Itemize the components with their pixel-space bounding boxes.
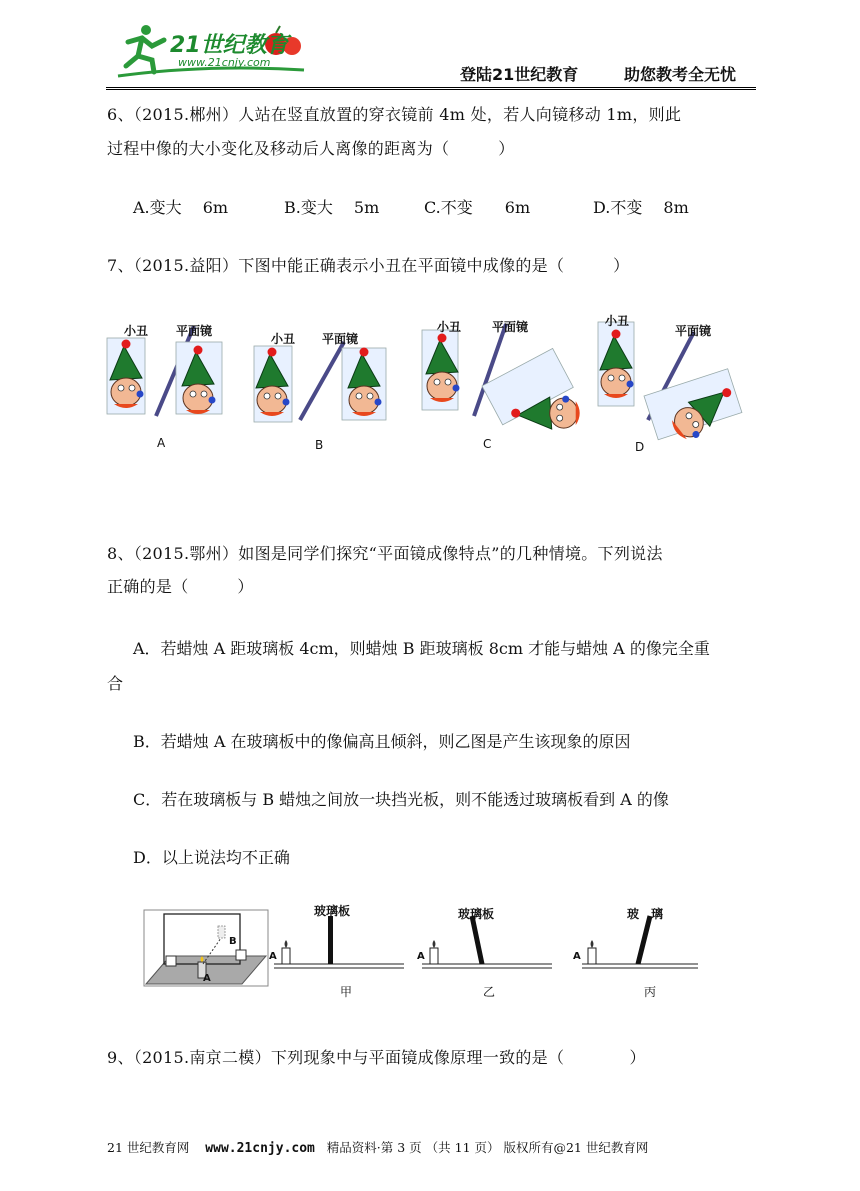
q8-panel-jia xyxy=(274,916,404,968)
footer-site-name: 21 世纪教育网 xyxy=(107,1140,190,1155)
q8-label-a-setup: A xyxy=(203,973,211,984)
footer-page-info: 精品资料·第 3 页 （共 11 页） 版权所有@21 世纪教育网 xyxy=(326,1140,649,1155)
q7-line1: 7、（2015.益阳）下图中能正确表示小丑在平面镜中成像的是（ ） xyxy=(107,256,630,275)
q8-panel2-glass-label: 玻璃板 xyxy=(458,907,495,921)
q7-panel-c xyxy=(422,324,594,458)
q6-line2: 过程中像的大小变化及移动后人离像的距离为（ ） xyxy=(107,139,515,158)
q8-option-c: C．若在玻璃板与 B 蜡烛之间放一块挡光板，则不能透过玻璃板看到 A 的像 xyxy=(133,790,669,809)
q8-caption-yi: 乙 xyxy=(483,985,496,999)
q7-mirror-label-a: 平面镜 xyxy=(176,324,213,338)
header-divider xyxy=(106,87,756,90)
q8-caption-bing: 丙 xyxy=(644,985,657,999)
q8-option-b: B．若蜡烛 A 在玻璃板中的像偏高且倾斜，则乙图是产生该现象的原因 xyxy=(133,732,631,751)
q8-option-d: D．以上说法均不正确 xyxy=(133,848,290,867)
q8-line2: 正确的是（ ） xyxy=(107,577,254,596)
q8-panel1-glass-label: 玻璃板 xyxy=(314,904,351,918)
logo-url: www.21cnjy.com xyxy=(178,56,271,69)
q8-panel-yi xyxy=(422,916,552,968)
q8-candle-glass-figure xyxy=(142,898,702,998)
q8-option-a-line1: A．若蜡烛 A 距玻璃板 4cm，则蜡烛 B 距玻璃板 8cm 才能与蜡烛 A 的像完全重 xyxy=(133,639,710,658)
q8-label-a-yi: A xyxy=(417,951,425,962)
q8-panel3-glass-label: 玻 璃 xyxy=(627,907,664,921)
q7-clown-label-a: 小丑 xyxy=(124,324,149,338)
q7-caption-d: D xyxy=(635,440,645,454)
q6-option-d: D.不变 8m xyxy=(593,198,689,217)
q7-caption-c: C xyxy=(483,437,492,451)
q6-line1: 6、（2015.郴州）人站在竖直放置的穿衣镜前 4m 处，若人向镜移动 1m，则此 xyxy=(107,105,682,124)
q7-mirror-label-c: 平面镜 xyxy=(492,320,529,334)
q7-mirror-label-d: 平面镜 xyxy=(675,324,712,338)
q9-line1: 9、（2015.南京二模）下列现象中与平面镜成像原理一致的是（ ） xyxy=(107,1048,646,1067)
page-footer xyxy=(107,1138,648,1156)
q6-option-a: A.变大 6m xyxy=(133,198,229,217)
q7-panel-d xyxy=(598,322,744,454)
q8-panel-bing xyxy=(582,916,698,968)
q8-label-a-jia: A xyxy=(269,951,277,962)
header-slogan-right: 助您教考全无忧 xyxy=(624,65,737,84)
logo-text: 21世纪教育 xyxy=(170,33,289,58)
q8-option-a-line2: 合 xyxy=(107,674,124,693)
q7-caption-b: B xyxy=(315,438,324,452)
q7-clown-label-b: 小丑 xyxy=(271,332,296,346)
q7-panel-b xyxy=(254,342,386,422)
q6-option-c: C.不变 6m xyxy=(424,198,531,217)
q7-panel-a xyxy=(107,326,222,416)
q7-clown-label-d: 小丑 xyxy=(605,314,630,328)
q7-clown-label-c: 小丑 xyxy=(437,320,462,334)
q7-mirror-label-b: 平面镜 xyxy=(322,332,359,346)
footer-url-link[interactable]: www.21cnjy.com xyxy=(205,1141,315,1156)
q7-caption-a: A xyxy=(157,436,166,450)
q8-line1: 8、（2015.鄂州）如图是同学们探究“平面镜成像特点”的几种情境。下列说法 xyxy=(107,544,663,563)
header-slogan-left: 登陆21世纪教育 xyxy=(460,65,579,84)
q6-option-b: B.变大 5m xyxy=(284,198,380,217)
q8-caption-jia: 甲 xyxy=(340,985,353,999)
q8-label-b-setup: B xyxy=(229,936,237,947)
q8-label-a-bing: A xyxy=(573,951,581,962)
